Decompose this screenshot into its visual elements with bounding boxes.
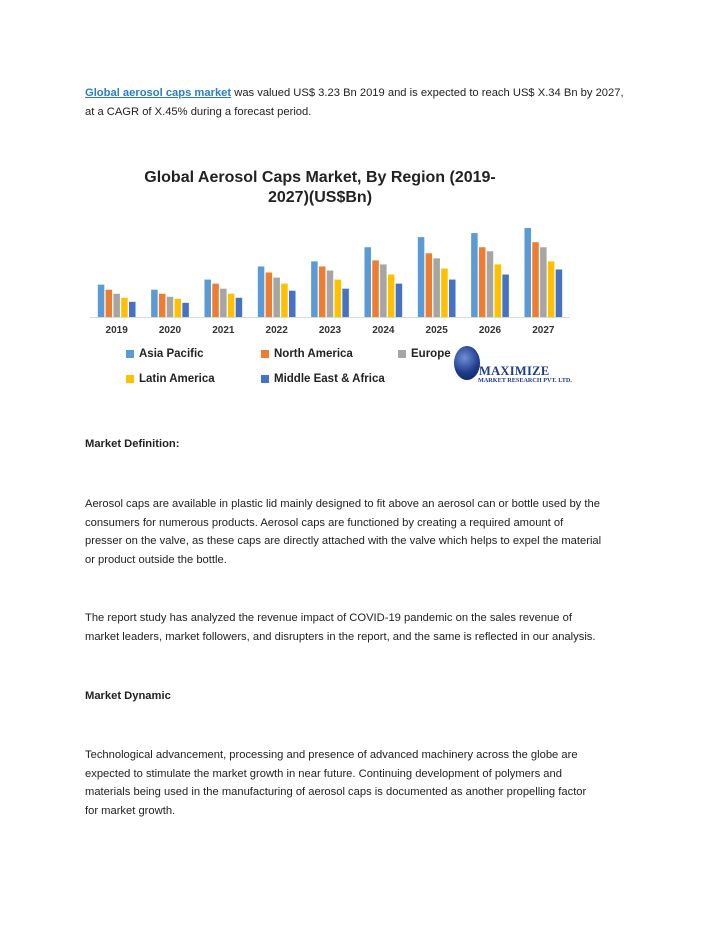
bar-2025-middle-east-africa [449,280,456,317]
bar-2027-europe [540,247,547,317]
legend-swatch [398,350,406,358]
bar-2027-asia-pacific [524,228,531,317]
bar-2027-north-america [532,242,539,317]
bar-2023-north-america [319,266,326,317]
bar-2023-europe [327,270,334,317]
market-definition-paragraph: Aerosol caps are available in plastic lid mainly designed to fit above an aerosol can or bottle used by the consumers for numerous products. Aerosol caps are functioned by creating a required amount of presser on the valve, as these caps are directly attached with the valve which helps to expel the material or product outside the bottle. [85,498,602,566]
bar-2022-europe [273,278,280,317]
market-dynamic-heading: Market Dynamic [85,690,171,702]
covid-impact-paragraph: The report study has analyzed the revenue impact of COVID-19 pandemic on the sales revenue of market leaders, market followers, and disrupters in the report, and the same is reflected in our analysis. [85,612,596,643]
bar-2021-latin-america [228,294,235,317]
intro-text-line2: at a CAGR of X.45% during a forecast period. [85,105,312,118]
bar-2025-latin-america [441,268,448,317]
bar-2026-north-america [479,247,486,317]
bar-2020-europe [167,297,174,317]
bar-2027-middle-east-africa [556,269,563,317]
intro-text: was valued US$ 3.23 Bn 2019 and is expected to reach US$ X.34 Bn by 2027, [231,87,624,99]
x-tick-label: 2025 [425,325,448,336]
chart-title-line2: 2027)(US$Bn) [267,189,373,206]
globe-icon [454,346,480,380]
legend-item-middle-east-africa: Middle East & Africa [261,373,385,385]
bar-2019-north-america [106,290,113,317]
logo-subtitle: MARKET RESEARCH PVT. LTD. [478,377,572,384]
bar-2022-middle-east-africa [289,291,296,317]
bar-2019-latin-america [121,298,128,317]
bar-2023-latin-america [335,280,342,317]
bar-2022-asia-pacific [258,266,265,317]
legend-swatch [261,375,269,383]
market-definition-heading: Market Definition: [85,438,180,450]
bar-2020-north-america [159,294,166,317]
x-tick-label: 2024 [372,325,395,336]
legend-swatch [126,350,134,358]
legend-swatch [126,375,134,383]
bar-2026-latin-america [495,264,502,317]
bar-2020-asia-pacific [151,290,158,317]
legend-item-north-america: North America [261,348,353,360]
bar-2020-middle-east-africa [182,303,189,317]
bar-2024-asia-pacific [364,247,371,317]
bar-2024-north-america [372,260,379,317]
maximize-logo [451,344,581,388]
bar-2026-asia-pacific [471,233,478,317]
x-tick-label: 2022 [265,325,288,336]
legend-item-europe: Europe [398,348,451,360]
x-tick-label: 2027 [532,325,555,336]
bar-2023-asia-pacific [311,261,318,317]
x-tick-label: 2026 [478,325,502,336]
bar-2024-middle-east-africa [396,284,403,317]
x-tick-label: 2020 [158,325,182,336]
bar-2020-latin-america [175,299,182,317]
x-tick-label: 2019 [105,325,128,336]
bar-2026-europe [487,251,494,317]
legend-item-latin-america: Latin America [126,373,215,385]
bar-2026-middle-east-africa [502,275,509,317]
market-dynamic-paragraph: Technological advancement, processing and presence of advanced machinery across the globe are expected to stimulate the market growth in near future. Continuing development of polymers and materials being used in the manufacturing of aerosol caps is documented as another propelling factor for market growth. [85,749,587,817]
bar-2022-north-america [266,273,273,317]
bar-2024-europe [380,264,387,317]
bar-2021-middle-east-africa [236,298,243,317]
chart-title [120,168,520,208]
aerosol-caps-market-link[interactable]: Global aerosol caps market [85,87,232,99]
legend-swatch [261,350,269,358]
intro-paragraph [85,84,645,121]
bar-2025-europe [433,258,440,317]
bar-2019-middle-east-africa [129,302,136,317]
x-tick-label: 2023 [318,325,342,336]
legend-item-asia-pacific: Asia Pacific [126,348,204,360]
chart-title-line1: Global Aerosol Caps Market, By Region (2019- [144,169,496,186]
bar-2023-middle-east-africa [342,289,349,317]
bar-2024-latin-america [388,275,395,317]
bar-2019-europe [113,294,120,317]
bar-2021-north-america [212,284,219,317]
bar-2022-latin-america [281,284,288,317]
bar-2021-asia-pacific [204,280,211,317]
bar-2025-asia-pacific [418,237,425,317]
bar-2027-latin-america [548,261,555,317]
logo-name: MAXIMIZE [479,364,550,378]
bar-2019-asia-pacific [98,285,105,317]
x-tick-label: 2021 [212,325,235,336]
bar-2021-europe [220,289,227,317]
bar-2025-north-america [426,253,433,317]
